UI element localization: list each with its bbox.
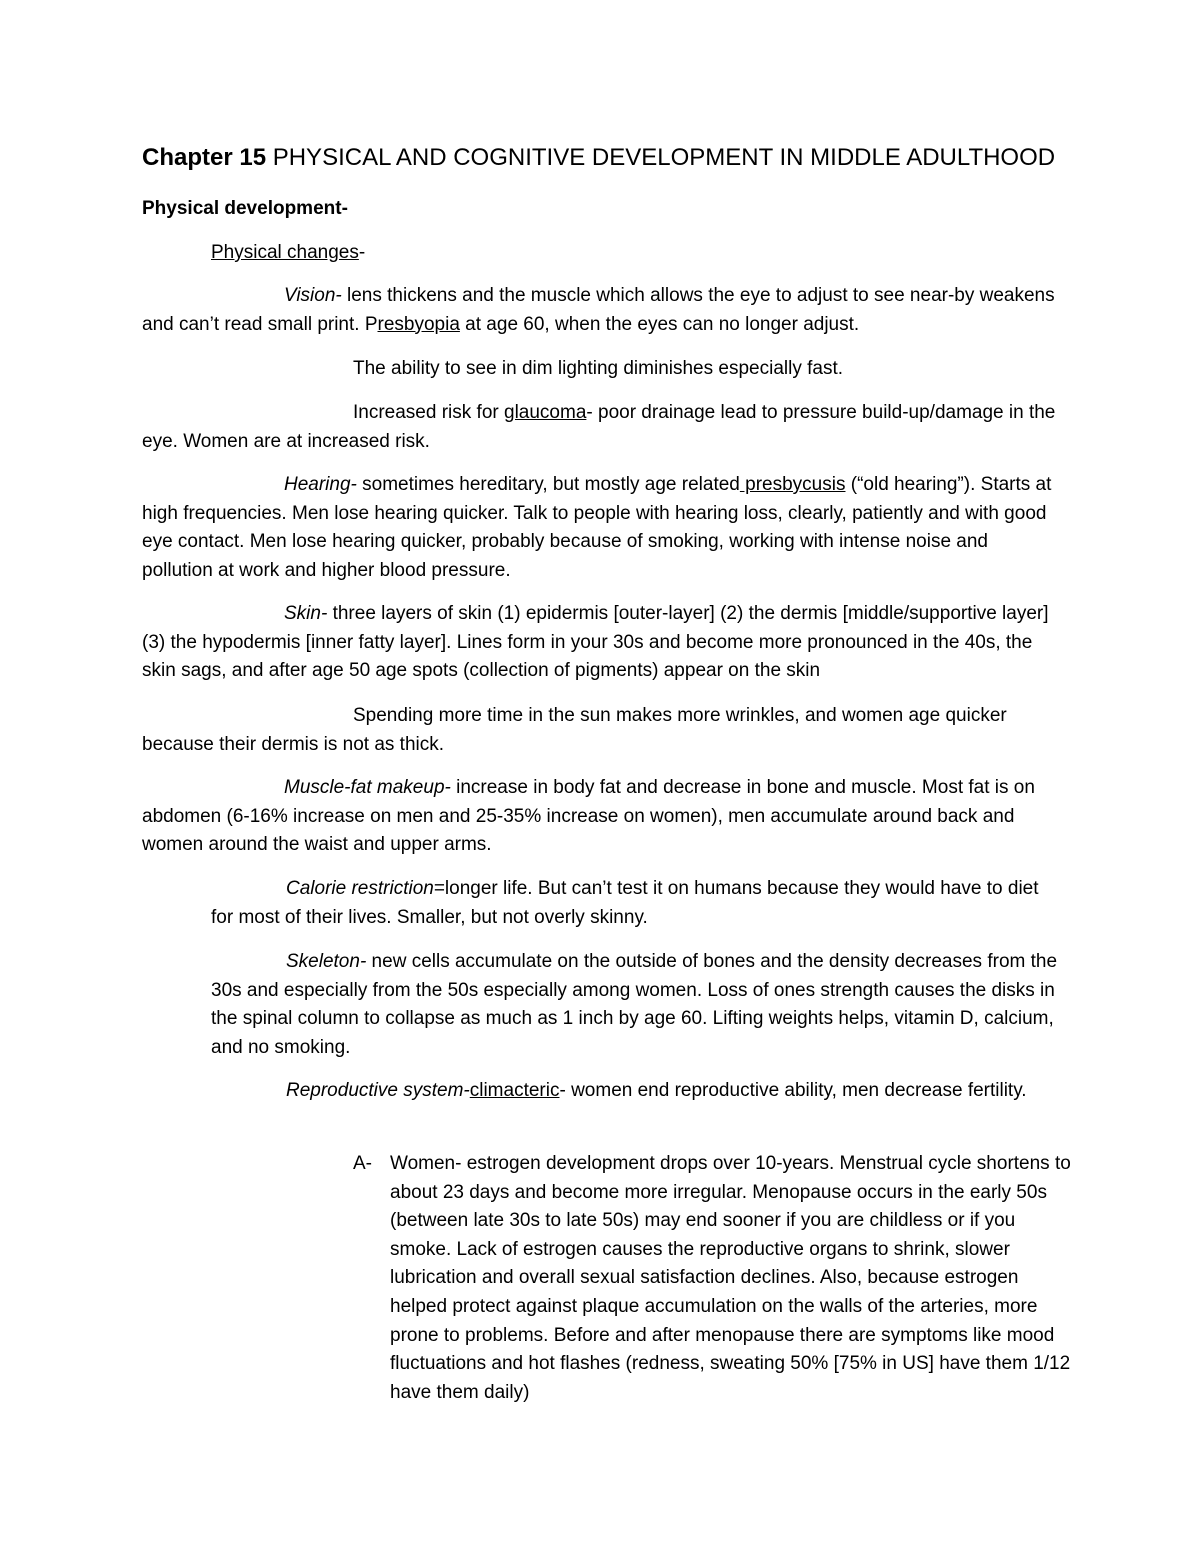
paragraph-calorie — [211, 875, 1061, 932]
vision-text-2: at age 60, when the eyes can no longer adjust. — [459, 313, 860, 335]
calorie-text: =longer life. But can’t test it on humans because they would have to diet for most of their lives. Smaller, but not overly skinny. — [211, 878, 1039, 928]
paragraph-vision — [142, 282, 1062, 339]
paragraph-skeleton — [211, 948, 1061, 1062]
subsection-suffix: - — [358, 242, 366, 263]
term-glaucoma: glaucoma — [504, 402, 587, 423]
paragraph-dim-lighting: The ability to see in dim lighting diminishes especially fast. — [353, 358, 844, 379]
vision-text-1: lens thickens and the muscle which allows the eye to adjust to see near-by weakens and can’t read small print. P — [142, 285, 1055, 335]
term-vision: Vision- — [284, 285, 342, 306]
hearing-text-1: sometimes hereditary, but mostly age related — [356, 474, 740, 495]
term-reproductive-system: Reproductive system- — [286, 1080, 470, 1101]
skeleton-text: new cells accumulate on the outside of bones and the density decreases from the 30s and especially from the 50s especially among women. Loss of ones strength causes the disks in the spinal column to collapse as much as 1 inch by age 60. Lifting weights helps, vitamin D, calcium, and no smoking. — [211, 951, 1058, 1058]
section-heading: Physical development- — [142, 198, 348, 219]
glaucoma-post: - poor drainage lead to pressure build-up/damage in the eye. Women are at increased risk. — [142, 402, 1056, 452]
list-item-text: Women- estrogen development drops over 10-years. Menstrual cycle shortens to about 23 days and become more irregular. Menopause occurs in the early 50s (between late 30s to late 50s) may end sooner if you are childless or if you smoke. Lack of estrogen causes the reproductive organs to shrink, slower lubrication and overall sexual satisfaction declines. Also, because estrogen helped protect against plaque accumulation on the walls of the arteries, more prone to problems. Before and after menopause there are symptoms like mood fluctuations and hot flashes (redness, sweating 50% [75% in US] have them 1/12 have them daily) — [390, 1153, 1071, 1403]
term-skin: Skin- — [284, 603, 328, 624]
subsection-label: Physical changes — [211, 242, 359, 263]
term-skeleton: Skeleton- — [286, 951, 367, 972]
list-item — [353, 1150, 1073, 1407]
skin-text: three layers of skin (1) epidermis [outer-layer] (2) the dermis [middle/supportive layer] (3) the hypodermis [inner fatty layer]. Lines form in your 30s and become more pronounced in the 40s, the skin sags, and after age 50 age spots (collection of pigments) appear on the skin — [142, 603, 1049, 682]
term-muscle-fat: Muscle-fat makeup- — [284, 777, 451, 798]
paragraph-hearing — [142, 471, 1062, 585]
paragraph-reproductive — [211, 1077, 1061, 1106]
term-presbycusis: presbycusis — [739, 474, 846, 495]
list-marker: A- — [353, 1153, 372, 1174]
term-presbyopia: resbyopia — [377, 313, 460, 335]
subsection-heading — [211, 242, 365, 264]
paragraph-muscle-fat — [142, 774, 1062, 860]
reproductive-text: - women end reproductive ability, men decrease fertility. — [559, 1080, 1027, 1101]
paragraph-glaucoma — [142, 399, 1062, 456]
chapter-title-text: PHYSICAL AND COGNITIVE DEVELOPMENT IN MIDDLE ADULTHOOD — [272, 144, 1056, 171]
chapter-number: Chapter 15 — [142, 144, 267, 171]
glaucoma-pre: Increased risk for — [353, 402, 504, 423]
paragraph-sun: Spending more time in the sun makes more wrinkles, and women age quicker because their dermis is not as thick. — [142, 705, 1007, 755]
term-hearing: Hearing- — [284, 474, 357, 495]
hearing-text-2: (“old hearing”). Starts at high frequencies. Men lose hearing quicker. Talk to people with hearing loss, clearly, patiently and with good eye contact. Men lose hearing quicker, probably because of smoking, working with intense noise and pollution at work and higher blood pressure. — [142, 474, 1052, 581]
term-climacteric: climacteric — [469, 1080, 560, 1101]
chapter-title — [142, 144, 1055, 172]
paragraph-skin — [142, 600, 1062, 686]
term-calorie-restriction: Calorie restriction — [286, 878, 434, 899]
muscle-text: increase in body fat and decrease in bone and muscle. Most fat is on abdomen (6-16% increase on men and 25-35% increase on women), men accumulate around back and women around the waist and upper arms. — [142, 777, 1035, 856]
